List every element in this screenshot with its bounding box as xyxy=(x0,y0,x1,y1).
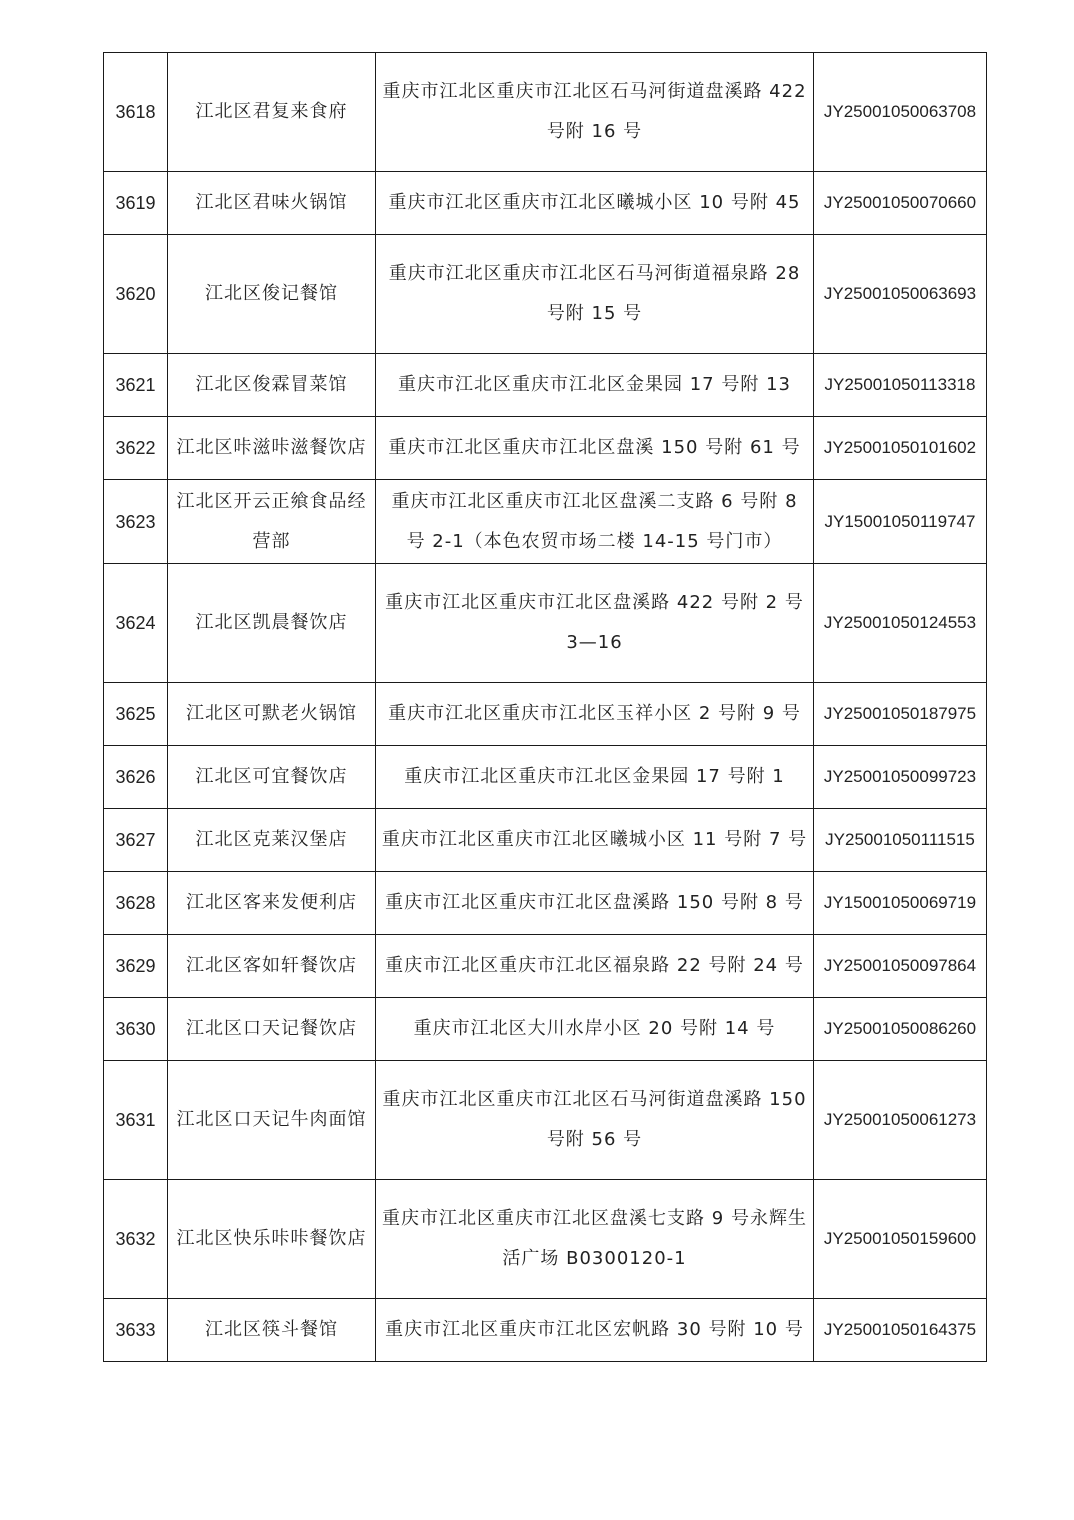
license-number: JY25001050070660 xyxy=(814,172,987,235)
business-address: 重庆市江北区重庆市江北区曦城小区 11 号附 7 号 xyxy=(376,809,814,872)
table-row xyxy=(104,809,987,872)
row-number: 3627 xyxy=(104,809,168,872)
row-number: 3621 xyxy=(104,354,168,417)
license-number: JY25001050111515 xyxy=(814,809,987,872)
table-row xyxy=(104,1061,987,1180)
table-row xyxy=(104,1180,987,1299)
business-name: 江北区客如轩餐饮店 xyxy=(168,935,376,998)
business-name: 江北区凯晨餐饮店 xyxy=(168,564,376,683)
business-name: 江北区开云正飨食品经营部 xyxy=(168,480,376,564)
business-address: 重庆市江北区重庆市江北区曦城小区 10 号附 45 xyxy=(376,172,814,235)
business-address: 重庆市江北区重庆市江北区盘溪 150 号附 61 号 xyxy=(376,417,814,480)
license-number: JY25001050164375 xyxy=(814,1299,987,1362)
table-row xyxy=(104,683,987,746)
business-address: 重庆市江北区重庆市江北区石马河街道福泉路 28 号附 15 号 xyxy=(376,235,814,354)
business-name: 江北区筷斗餐馆 xyxy=(168,1299,376,1362)
business-address: 重庆市江北区重庆市江北区盘溪路 422 号附 2 号 3—16 xyxy=(376,564,814,683)
row-number: 3624 xyxy=(104,564,168,683)
business-name: 江北区客来发便利店 xyxy=(168,872,376,935)
business-address: 重庆市江北区重庆市江北区石马河街道盘溪路 422 号附 16 号 xyxy=(376,53,814,172)
row-number: 3628 xyxy=(104,872,168,935)
business-name: 江北区口天记牛肉面馆 xyxy=(168,1061,376,1180)
business-address: 重庆市江北区重庆市江北区石马河街道盘溪路 150 号附 56 号 xyxy=(376,1061,814,1180)
business-name: 江北区口天记餐饮店 xyxy=(168,998,376,1061)
business-name: 江北区可默老火锅馆 xyxy=(168,683,376,746)
business-name: 江北区克莱汉堡店 xyxy=(168,809,376,872)
business-address: 重庆市江北区重庆市江北区福泉路 22 号附 24 号 xyxy=(376,935,814,998)
table-row xyxy=(104,1299,987,1362)
table-row xyxy=(104,998,987,1061)
business-name: 江北区快乐咔咔餐饮店 xyxy=(168,1180,376,1299)
business-address: 重庆市江北区重庆市江北区玉祥小区 2 号附 9 号 xyxy=(376,683,814,746)
business-name: 江北区君复来食府 xyxy=(168,53,376,172)
row-number: 3618 xyxy=(104,53,168,172)
license-number: JY15001050119747 xyxy=(814,480,987,564)
table-row xyxy=(104,53,987,172)
business-address: 重庆市江北区重庆市江北区盘溪七支路 9 号永辉生活广场 B0300120-1 xyxy=(376,1180,814,1299)
license-table xyxy=(103,52,987,1362)
table-row xyxy=(104,417,987,480)
table-row xyxy=(104,480,987,564)
table-row xyxy=(104,746,987,809)
row-number: 3629 xyxy=(104,935,168,998)
row-number: 3631 xyxy=(104,1061,168,1180)
table-row xyxy=(104,235,987,354)
table-row xyxy=(104,564,987,683)
license-number: JY25001050101602 xyxy=(814,417,987,480)
business-address: 重庆市江北区重庆市江北区盘溪路 150 号附 8 号 xyxy=(376,872,814,935)
row-number: 3623 xyxy=(104,480,168,564)
business-address: 重庆市江北区重庆市江北区金果园 17 号附 13 xyxy=(376,354,814,417)
business-name: 江北区咔滋咔滋餐饮店 xyxy=(168,417,376,480)
business-name: 江北区可宜餐饮店 xyxy=(168,746,376,809)
license-number: JY25001050063693 xyxy=(814,235,987,354)
table-row xyxy=(104,872,987,935)
row-number: 3620 xyxy=(104,235,168,354)
license-number: JY25001050097864 xyxy=(814,935,987,998)
row-number: 3626 xyxy=(104,746,168,809)
business-address: 重庆市江北区重庆市江北区金果园 17 号附 1 xyxy=(376,746,814,809)
license-number: JY25001050063708 xyxy=(814,53,987,172)
row-number: 3633 xyxy=(104,1299,168,1362)
license-number: JY25001050159600 xyxy=(814,1180,987,1299)
business-name: 江北区俊记餐馆 xyxy=(168,235,376,354)
table-row xyxy=(104,172,987,235)
business-name: 江北区君味火锅馆 xyxy=(168,172,376,235)
row-number: 3630 xyxy=(104,998,168,1061)
license-number: JY25001050086260 xyxy=(814,998,987,1061)
row-number: 3632 xyxy=(104,1180,168,1299)
row-number: 3625 xyxy=(104,683,168,746)
license-number: JY15001050069719 xyxy=(814,872,987,935)
row-number: 3619 xyxy=(104,172,168,235)
business-address: 重庆市江北区大川水岸小区 20 号附 14 号 xyxy=(376,998,814,1061)
business-name: 江北区俊霖冒菜馆 xyxy=(168,354,376,417)
license-number: JY25001050061273 xyxy=(814,1061,987,1180)
business-address: 重庆市江北区重庆市江北区宏帆路 30 号附 10 号 xyxy=(376,1299,814,1362)
license-number: JY25001050124553 xyxy=(814,564,987,683)
business-address: 重庆市江北区重庆市江北区盘溪二支路 6 号附 8 号 2-1（本色农贸市场二楼 14-15 号门市） xyxy=(376,480,814,564)
license-number: JY25001050187975 xyxy=(814,683,987,746)
license-number: JY25001050113318 xyxy=(814,354,987,417)
table-row xyxy=(104,354,987,417)
license-number: JY25001050099723 xyxy=(814,746,987,809)
row-number: 3622 xyxy=(104,417,168,480)
table-row xyxy=(104,935,987,998)
